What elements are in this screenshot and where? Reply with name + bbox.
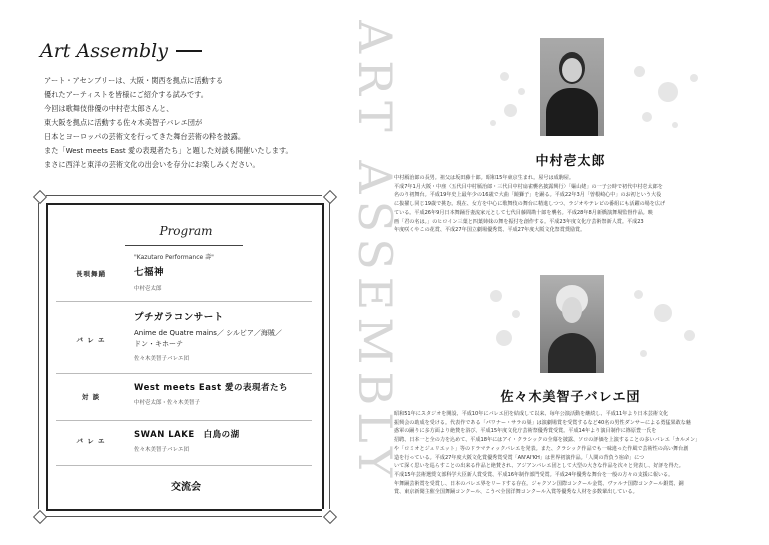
intro-line: 東大阪を拠点に活動する佐々木美智子バレエ団が <box>44 118 203 127</box>
portrait-face <box>562 297 582 323</box>
page-heading: Art Assembly <box>40 40 168 62</box>
program-work-title: SWAN LAKE 白鳥の湖 <box>134 430 240 440</box>
portrait-photo <box>540 38 604 136</box>
program-item-content <box>134 309 284 362</box>
decor-dot <box>512 310 520 318</box>
program-item-content <box>134 252 214 292</box>
bio-line: 振興会の助成を受ける。代表作である「パワナー・サラの巣」は演劇場賞を受賞するなど40名の男性ダンサーによる勇猛果敢な魅 <box>394 419 691 426</box>
program-category: バ レ エ <box>76 336 106 344</box>
intro-line: 今回は歌舞伎俳優の中村壱太郎さんと、 <box>44 104 174 113</box>
decor-dot <box>496 330 512 346</box>
decor-dot <box>634 290 643 299</box>
intro-text <box>44 74 344 172</box>
bio-line: 招聘、日本一と全の力を込めて、平成18年にはアイ・クラシックの全幕を披露、ソロの評価を上演することの多いバレエ「カルメン」 <box>394 437 701 444</box>
program-title: Program <box>159 224 213 238</box>
decor-dot <box>504 104 517 117</box>
program-title-underline <box>125 245 243 246</box>
intro-line: アート・アセンブリーは、大阪・関西を拠点に活動する <box>44 76 224 85</box>
portrait-body <box>546 88 598 136</box>
program-work-title: West meets East 愛の表現者たち <box>134 383 289 393</box>
program-item <box>56 428 312 462</box>
intro-line: また「West meets East 愛の表現者たち」と題した対談も開催いたします。 <box>44 146 293 155</box>
portrait-body <box>548 333 596 373</box>
bio-line: に抜擢し同じ19歳で挑む。現在、女方を中心に歌舞伎の舞台に精進しつつ、ラジオやテレビの番組にも活躍の場を広げ <box>394 201 666 208</box>
program-divider <box>56 373 312 374</box>
program-item <box>56 309 312 371</box>
left-page <box>0 0 372 545</box>
program-divider <box>56 420 312 421</box>
bio-line: 賞、東京新聞主催全国舞踊コンクール、こうべ全国洋舞コンクール入賞等優秀な人材を多数輩出している。 <box>394 489 638 496</box>
profile-name: 佐々木美智子バレエ団 <box>500 390 641 405</box>
portrait-photo <box>540 275 604 373</box>
decor-dot <box>518 88 525 95</box>
bio-line: 平成7年1月大阪・中座〈五代目中村鴈治郎・三代目中村扇雀襲名披露興行〉「嫗山姥」の一子公時で初代中村壱太郎を <box>394 183 663 190</box>
program-performer: 中村壱太郎 <box>134 286 162 292</box>
program-item <box>56 381 312 415</box>
profile-bio <box>394 410 746 497</box>
bio-line: 名のり初舞台。平成19年史上最年少の16歳で大曲「鏡獅子」を踊る。平成22年3月「曽根崎心中」のお初という大役 <box>394 192 662 199</box>
program-category: 長唄舞踊 <box>76 270 106 278</box>
program-performer: 佐々木美智子バレエ団 <box>134 356 190 362</box>
decor-dot <box>490 290 502 302</box>
decor-dot <box>642 112 652 122</box>
intro-line: 優れたアーティストを皆様にご紹介する試みです。 <box>44 90 208 99</box>
decor-dot <box>500 72 509 81</box>
bio-line: 年舞踊芸術賞を受賞し、日本のバレエ界をリードする存在。ジャクソン国際コンクール金賞、ヴァルナ国際コンクール銀賞、銅 <box>394 480 684 487</box>
intro-line: 日本とヨーロッパの芸術文を行ってきた舞台芸術の粋を披露。 <box>44 132 246 141</box>
bio-line: 年度咲くやこの花賞、平成27年国立劇場優秀賞、平成27年度大阪文化祭賞奨励賞。 <box>394 227 586 234</box>
program-performer: 佐々木美智子バレエ団 <box>134 447 190 453</box>
frame-corner-ornament <box>322 189 336 203</box>
decor-dot <box>654 304 672 322</box>
portrait-face <box>562 58 582 82</box>
program-finale: 交流会 <box>171 482 201 493</box>
decor-dot <box>634 66 645 77</box>
decor-dot <box>490 120 496 126</box>
program-category: 対 談 <box>81 393 101 401</box>
bio-line: や「ロミオとジュリエット」等のドラマティックバレエを発表。また、クラシック作品でも一味違った作風で芸術性の高い舞台創 <box>394 445 689 452</box>
bio-line: ている。平成26年9月日本舞踊吾妻流家元として七代目藤間勘十郎を襲名。平成28年8月新橋演舞場監督作品。映 <box>394 209 653 216</box>
frame-corner-ornament <box>32 509 46 523</box>
profile-bio <box>394 174 746 235</box>
program-divider <box>56 465 312 466</box>
frame-corner-ornament <box>322 509 336 523</box>
program-work-title: 七福神 <box>134 267 165 278</box>
frame-corner-ornament <box>32 189 46 203</box>
program-divider <box>56 301 312 302</box>
program-pieces: Anime de Quatre mains／ シルビア／海賊／ドン・キホーテ <box>134 329 282 348</box>
decor-dot <box>640 350 647 357</box>
decor-dot <box>658 82 678 102</box>
vertical-title-text: ART ASSEMBLY <box>348 20 402 485</box>
bio-line: 平成15年芸術選奨文部科学大臣新人賞受賞、平成16年制作部門受賞。平成24年優秀な舞台を一般の方々の支援に報いる。 <box>394 471 674 478</box>
bio-line: 造を行っている。平成27年度大阪文化賞優秀賞受賞「AN'AI'KH」は世界初演作品。「人間の背負う宿命」につ <box>394 454 645 461</box>
right-page <box>372 0 769 545</box>
intro-line: まさに西洋と東洋の芸術文化の出会いを存分にお楽しみください。 <box>44 160 260 169</box>
heading-dash <box>176 50 202 52</box>
bio-line: 画「君の名は。」のヒロイン三葉と四葉姉妹の舞を振付を創作する。平成23年度文化庁芸術祭新人賞。平成23 <box>394 218 644 225</box>
decor-dot <box>684 330 695 341</box>
bio-line: いて深く思いを巡らすことの出来る作品と絶賛され、アジアンバレエ団として大型の大きな作品を次々と発表し、好評を得た。 <box>394 463 684 470</box>
decor-dot <box>672 122 678 128</box>
program-item <box>56 252 312 292</box>
program-item-content <box>134 428 240 453</box>
decor-dot <box>690 74 698 82</box>
program-category: バ レ エ <box>76 437 106 445</box>
bio-line: 昭和51年にスタジオを開設、平成10年にバレエ団を結成して以来、毎年公演活動を継続し、平成11年より日本芸術文化 <box>394 411 669 417</box>
program-work-title: プチガラコンサート <box>134 312 224 323</box>
bio-line: 中村鴈治郎の長男。祖父は坂田藤十郎。昭和15年東京生まれ。屋号は成駒屋。 <box>394 175 574 181</box>
profile-name: 中村壱太郎 <box>535 154 606 169</box>
program-performer: 中村壱太郎・佐々木美智子 <box>134 400 201 406</box>
program-subtitle: "Kazutaro Performance 壽" <box>134 254 214 261</box>
program-item-content <box>134 381 288 406</box>
bio-line: 惑軍の踊りに多方面より絶賛を浴び、平成15年度文化庁芸術祭優秀賞受賞。平成14年より演目制作に篠原豊一氏を <box>394 428 657 435</box>
heading-row <box>40 40 202 62</box>
